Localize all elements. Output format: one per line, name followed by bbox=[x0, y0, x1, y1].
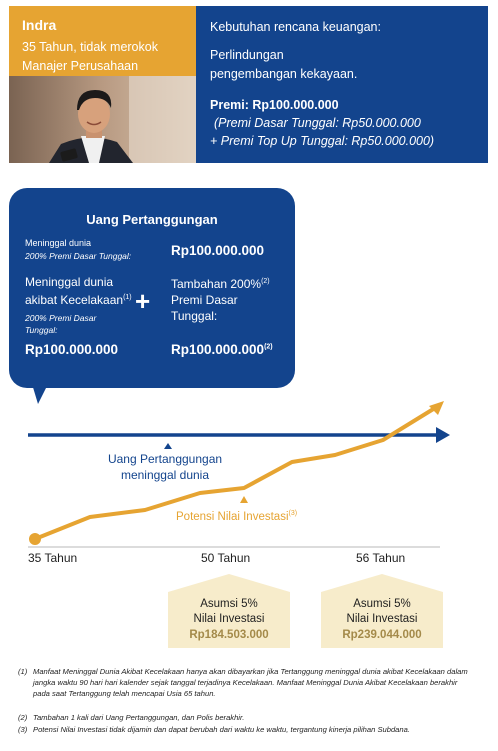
age-label-50: 50 Tahun bbox=[201, 551, 251, 565]
accident-line-2 bbox=[25, 290, 132, 308]
assumption-text bbox=[168, 597, 290, 627]
sum-assured-label-2: meninggal dunia bbox=[120, 468, 210, 482]
assumption-value: Rp239.044.000 bbox=[342, 629, 422, 641]
profile-job: Manajer Perusahaan bbox=[22, 59, 139, 73]
financial-needs-card bbox=[196, 6, 488, 163]
age-label-56: 56 Tahun bbox=[356, 551, 406, 565]
footnote-number: (1) bbox=[18, 667, 28, 676]
assumption-text bbox=[321, 597, 443, 627]
assumption-box-56 bbox=[321, 574, 443, 648]
footnote-number: (2) bbox=[18, 713, 28, 722]
extra-value bbox=[171, 342, 273, 357]
assumption-line-2: Nilai Investasi bbox=[193, 613, 265, 625]
accident-sub-2: Tunggal: bbox=[25, 325, 58, 335]
extra-value-sup: (2) bbox=[264, 343, 273, 351]
accident-line-2-text: akibat Kecelakaan bbox=[25, 293, 124, 307]
sum-assured-label-1: Uang Pertanggungan bbox=[107, 452, 223, 466]
needs-line-1: Perlindungan bbox=[210, 48, 284, 62]
extra-sup: (2) bbox=[261, 278, 270, 285]
accident-label bbox=[25, 274, 132, 308]
assumption-value: Rp184.503.000 bbox=[189, 629, 269, 641]
death-value: Rp100.000.000 bbox=[171, 243, 265, 258]
investment-label-text: Potensi Nilai Investasi bbox=[176, 510, 289, 523]
accident-sub-1: 200% Premi Dasar bbox=[25, 313, 97, 323]
needs-title: Kebutuhan rencana keuangan: bbox=[210, 20, 381, 34]
extra-value-text: Rp100.000.000 bbox=[171, 342, 265, 357]
start-dot bbox=[29, 533, 41, 545]
profile-age-smoker: 35 Tahun, tidak merokok bbox=[22, 40, 158, 54]
profile-info bbox=[9, 6, 196, 76]
assumption-line-1: Asumsi 5% bbox=[200, 598, 258, 610]
investment-label-sup: (3) bbox=[288, 510, 298, 517]
sum-assured-bubble bbox=[9, 188, 295, 388]
extra-label bbox=[171, 274, 270, 324]
age-label-35: 35 Tahun bbox=[28, 551, 78, 565]
accident-sub bbox=[25, 312, 96, 336]
death-label: Meninggal dunia bbox=[25, 238, 92, 248]
footnote-1 bbox=[18, 666, 478, 712]
extra-line-1-text: Tambahan 200% bbox=[171, 277, 262, 291]
footnote-text: Potensi Nilai Investasi tidak dijamin dan dapat berubah dari waktu ke waktu, tergantung kinerja pilihan Subdana. bbox=[33, 725, 410, 734]
plus-icon: + bbox=[135, 286, 151, 316]
premium-basic: (Premi Dasar Tunggal: Rp50.000.000 bbox=[214, 116, 421, 130]
premium-topup: + Premi Top Up Tunggal: Rp50.000.000) bbox=[210, 134, 435, 148]
extra-line-2: Premi Dasar bbox=[171, 293, 238, 307]
assumption-line-1: Asumsi 5% bbox=[353, 598, 411, 610]
profile-card bbox=[9, 6, 196, 163]
timeline-chart bbox=[0, 395, 498, 555]
extra-line-3: Tunggal: bbox=[171, 309, 218, 323]
footnote-3 bbox=[18, 724, 478, 748]
extra-line-1 bbox=[171, 274, 270, 292]
sum-assured-marker bbox=[164, 443, 172, 449]
premium-total: Premi: Rp100.000.000 bbox=[210, 98, 339, 112]
needs-line-2: pengembangan kekayaan. bbox=[210, 67, 358, 81]
investment-label bbox=[176, 510, 297, 523]
footnote-2 bbox=[18, 712, 478, 724]
death-sub: 200% Premi Dasar Tunggal: bbox=[25, 251, 132, 261]
sum-assured-arrowhead bbox=[436, 427, 450, 443]
sum-assured-label bbox=[100, 451, 230, 483]
footnote-text: Tambahan 1 kali dari Uang Pertanggungan, dan Polis berakhir. bbox=[33, 713, 245, 722]
accident-line-1: Meninggal dunia bbox=[25, 275, 114, 289]
investment-marker bbox=[240, 496, 248, 503]
profile-name: Indra bbox=[22, 17, 57, 33]
investment-arrowhead bbox=[429, 401, 444, 415]
needs-description bbox=[210, 46, 480, 84]
profile-description bbox=[22, 38, 196, 76]
accident-value: Rp100.000.000 bbox=[25, 342, 119, 357]
profile-photo bbox=[9, 76, 196, 163]
assumption-box-50 bbox=[168, 574, 290, 648]
footnote-text: Manfaat Meninggal Dunia Akibat Kecelakaan hanya akan dibayarkan jika Tertanggung meninggal dunia akibat Kecelakaan dalam jangka waktu 90 hari hari kalender sejak tanggal terjadinya Kecelakaan. Manfaat Meninggal Dunia Akibat Kecelakaan berakhir pada saat Tertanggung telah mencapai Usia 65 tahun. bbox=[33, 667, 468, 698]
footnote-number: (3) bbox=[18, 725, 28, 734]
assumption-line-2: Nilai Investasi bbox=[346, 613, 418, 625]
accident-sup: (1) bbox=[123, 294, 132, 301]
bubble-title: Uang Pertanggungan bbox=[86, 212, 218, 227]
